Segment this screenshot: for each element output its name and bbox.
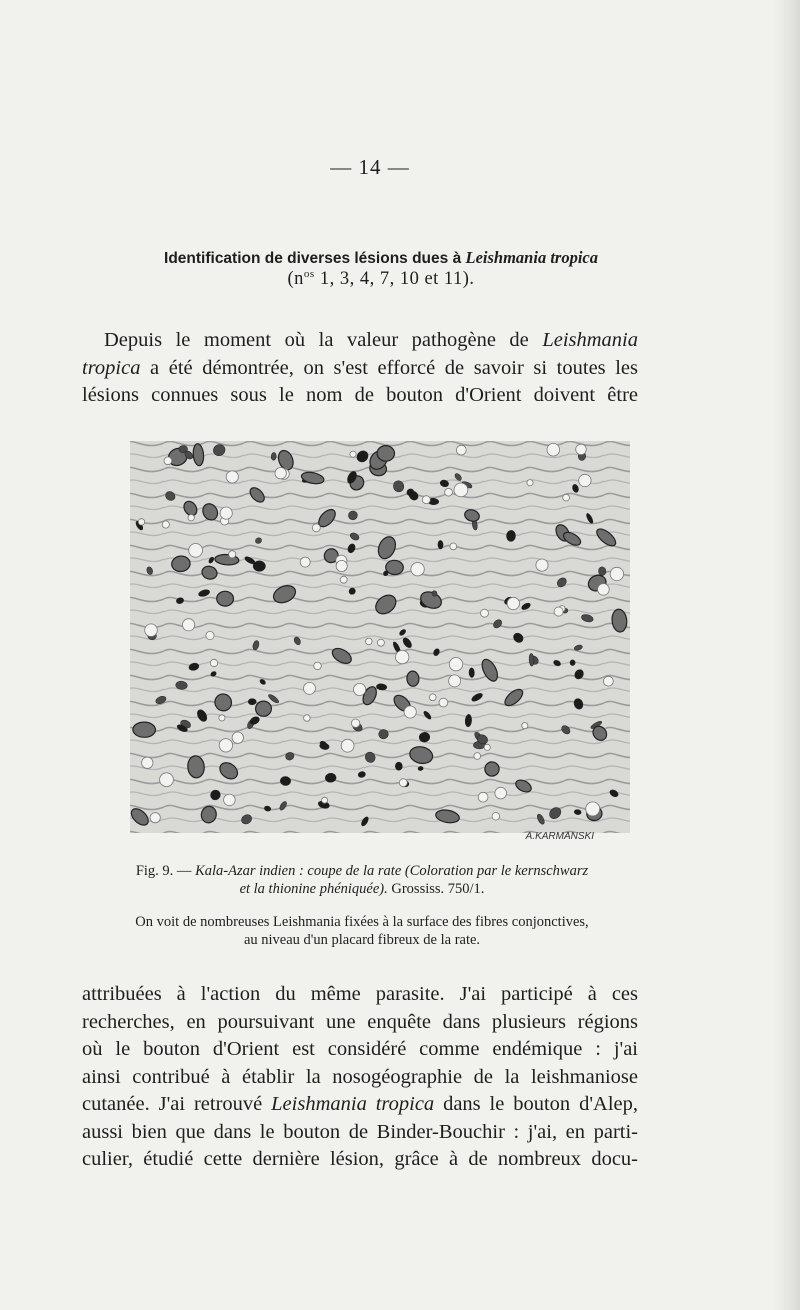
fibrous-strands xyxy=(130,441,630,833)
vacuole xyxy=(598,584,610,596)
paragraph-1-line xyxy=(82,327,638,355)
paragraph-2-line: où le bouton d'Orient est considéré comme endémique : j'ai xyxy=(82,1038,638,1060)
section-heading xyxy=(120,248,642,269)
caption-magnification: Grossiss. 750/1. xyxy=(387,881,485,897)
page-edge-shadow xyxy=(772,0,800,1310)
note-line-2: au niveau d'un placard fibreux de la rate. xyxy=(243,932,481,948)
vacuole xyxy=(189,544,203,558)
vacuole xyxy=(377,639,384,646)
italic-run: Leishmania xyxy=(542,329,638,351)
vacuole xyxy=(563,494,570,501)
cell-nucleus xyxy=(248,698,256,704)
figure-caption xyxy=(82,862,642,898)
note-line-1: On voit de nombreuses Leishmania fixées à la surface des fibres conjonctives, xyxy=(135,914,589,930)
cell-nucleus xyxy=(253,561,265,572)
paragraph-2 xyxy=(82,981,638,1174)
paragraph-2-line: aussi bien que dans le bouton de Binder-Bouchir : j'ai, en parti- xyxy=(82,1120,638,1143)
caption-italic-2: et la thionine phéniquée). xyxy=(239,881,388,897)
vacuole xyxy=(226,471,238,483)
vacuole xyxy=(449,675,461,687)
spleen-section-illustration xyxy=(124,437,640,841)
subheading-sup: os xyxy=(303,268,315,280)
vacuole xyxy=(206,631,214,639)
cell-nucleus xyxy=(395,762,402,770)
vacuole xyxy=(478,792,488,802)
vacuole xyxy=(336,560,347,571)
cell-nucleus xyxy=(438,540,443,549)
vacuole xyxy=(527,480,533,486)
vacuole xyxy=(429,694,436,701)
vacuole xyxy=(275,468,286,479)
vacuole xyxy=(366,638,373,645)
text-run: cutanée. J'ai retrouvé xyxy=(82,1093,272,1115)
figure-note xyxy=(82,913,642,949)
cell-nucleus xyxy=(377,445,395,462)
cell-nucleus xyxy=(255,701,271,716)
cell-nucleus xyxy=(271,452,277,460)
vacuole xyxy=(340,576,347,583)
vacuole xyxy=(604,676,614,686)
vacuole xyxy=(164,457,172,465)
artist-signature: A.KARMANSKI xyxy=(525,831,594,841)
vacuole xyxy=(354,683,366,695)
text-run: a été démontrée, on s'est efforcé de savoir si toutes les xyxy=(140,356,638,379)
vacuole xyxy=(232,732,243,743)
vacuole xyxy=(396,650,409,663)
subheading-prefix: (n xyxy=(287,269,304,290)
vacuole xyxy=(138,519,144,525)
vacuole xyxy=(492,813,500,821)
vacuole xyxy=(554,607,563,616)
paragraph-2-line: ainsi contribué à établir la nosogéographie de la leishmaniose xyxy=(82,1065,638,1088)
vacuole xyxy=(160,773,174,787)
vacuole xyxy=(162,521,169,528)
paragraph-2-line: attribuées à l'action du même parasite. J'ai participé à ces xyxy=(82,983,638,1005)
paragraph-1 xyxy=(82,327,638,410)
vacuole xyxy=(210,659,217,666)
cell-nucleus xyxy=(570,660,575,666)
vacuole xyxy=(312,524,320,532)
italic-run: Leishmania tropica xyxy=(271,1093,435,1115)
cell-nucleus xyxy=(529,653,534,666)
vacuole xyxy=(411,563,424,576)
vacuole xyxy=(341,739,354,752)
paragraph-2-line: culier, étudié cette dernière lésion, grâce à de nombreux docu- xyxy=(82,1148,638,1170)
caption-italic-1: Kala-Azar indien : coupe de la rate (Coloration par le kernschwarz xyxy=(195,863,589,879)
vacuole xyxy=(536,559,548,571)
paragraph-2-line xyxy=(82,1091,638,1119)
vacuole xyxy=(220,507,232,519)
vacuole xyxy=(300,557,310,567)
vacuole xyxy=(439,698,448,707)
vacuole xyxy=(450,543,457,550)
cell-nucleus xyxy=(469,668,475,678)
text-run: Depuis le moment où la valeur pathogène de xyxy=(104,329,543,351)
vacuole xyxy=(350,451,356,457)
vacuole xyxy=(219,715,225,721)
vacuole xyxy=(576,444,587,455)
vacuole xyxy=(150,813,160,823)
page-number: — 14 — xyxy=(330,155,410,179)
vacuole xyxy=(454,483,468,497)
section-subheading xyxy=(120,268,642,290)
vacuole xyxy=(304,715,311,722)
vacuole xyxy=(224,794,236,806)
vacuole xyxy=(422,496,430,504)
vacuole xyxy=(145,624,158,637)
vacuole xyxy=(351,719,359,727)
paragraph-2-line: recherches, en poursuivant une enquête dans plusieurs régions xyxy=(82,1010,638,1033)
vacuole xyxy=(229,551,236,558)
histology-figure xyxy=(124,437,640,841)
vacuole xyxy=(507,597,519,609)
vacuole xyxy=(445,488,453,496)
heading-text: Identification de diverses lésions dues à xyxy=(164,250,466,267)
vacuole xyxy=(474,753,481,760)
vacuole xyxy=(547,443,560,456)
vacuole xyxy=(579,474,591,486)
paragraph-1-line: lésions connues sous le nom de bouton d'Orient doivent être xyxy=(82,384,638,406)
vacuole xyxy=(484,744,490,750)
vacuole xyxy=(322,797,328,803)
subheading-numbers: 1, 3, 4, 7, 10 et 11). xyxy=(314,269,475,290)
vacuole xyxy=(449,658,462,671)
text-run: dans le bouton d'Alep, xyxy=(434,1093,638,1115)
vacuole xyxy=(304,682,316,694)
paragraph-1-line xyxy=(82,355,638,383)
vacuole xyxy=(481,609,489,617)
vacuole xyxy=(183,619,195,631)
cell-nucleus xyxy=(133,722,156,738)
vacuole xyxy=(314,662,322,670)
vacuole xyxy=(586,802,600,816)
vacuole xyxy=(404,706,416,718)
italic-run: tropica xyxy=(82,356,141,379)
vacuole xyxy=(610,567,623,580)
caption-label: Fig. 9. — xyxy=(135,863,196,879)
heading-species: Leishmania tropica xyxy=(465,248,598,267)
cell-nucleus xyxy=(217,591,234,606)
vacuole xyxy=(399,779,407,787)
cell-nucleus xyxy=(280,776,291,786)
vacuole xyxy=(188,515,194,521)
vacuole xyxy=(142,757,153,768)
vacuole xyxy=(522,723,528,729)
vacuole xyxy=(456,445,466,455)
vacuole xyxy=(495,787,507,799)
vacuole xyxy=(219,739,232,752)
